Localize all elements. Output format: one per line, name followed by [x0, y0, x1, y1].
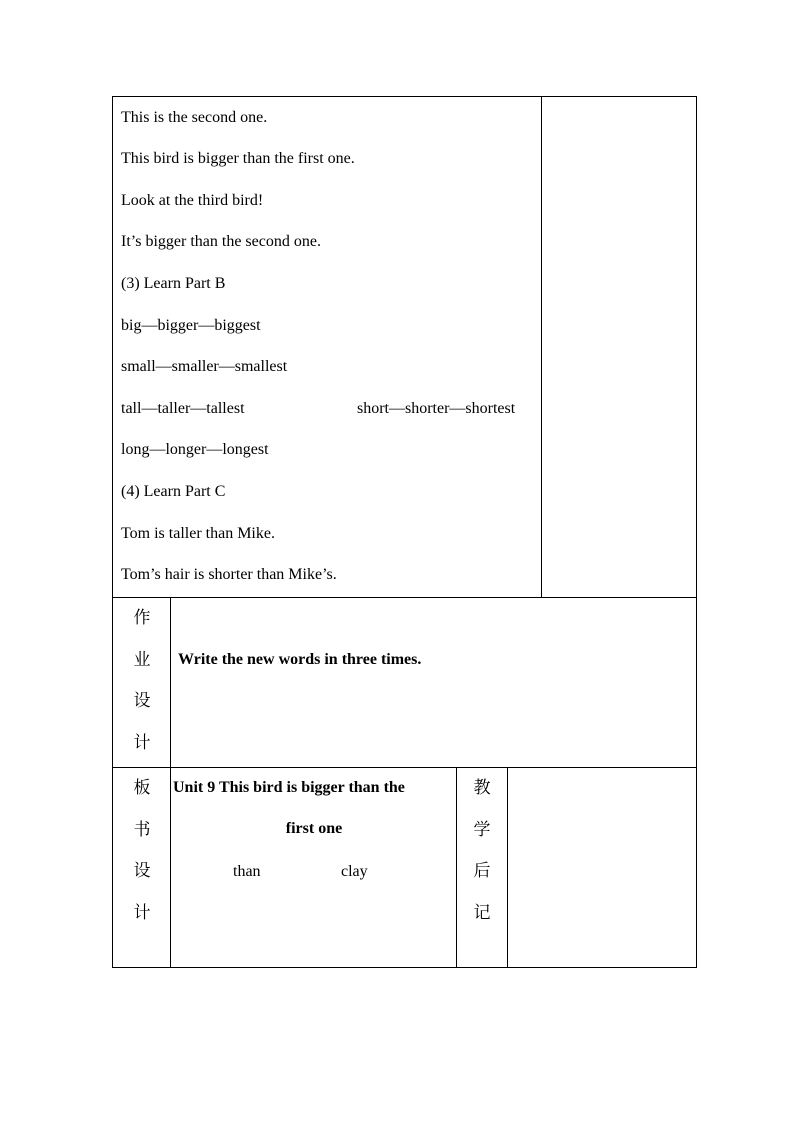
lesson-line: small—smaller—smallest [121, 358, 288, 375]
notes-label: 教 学 后 记 [473, 778, 491, 923]
lesson-line: long—longer—longest [121, 441, 269, 458]
board-title: Unit 9 This bird is bigger than the [173, 779, 405, 796]
lesson-line: This bird is bigger than the first one. [121, 150, 355, 167]
lesson-line: Tom is taller than Mike. [121, 525, 275, 542]
lesson-line: It’s bigger than the second one. [121, 233, 321, 250]
lesson-line: This is the second one. [121, 109, 268, 126]
homework-text: Write the new words in three times. [178, 651, 422, 668]
board-word: than [233, 863, 261, 880]
lesson-plan-table [112, 96, 697, 968]
divider-homework-top [113, 597, 696, 598]
lesson-line-right: short—shorter—shortest [357, 400, 516, 417]
lesson-line: Look at the third bird! [121, 192, 264, 209]
homework-label: 作 业 设 计 [133, 608, 151, 753]
board-word: clay [341, 863, 368, 880]
board-title-cont: first one [285, 820, 343, 837]
lesson-line: (4) Learn Part C [121, 483, 226, 500]
divider-board-top [113, 767, 696, 768]
lesson-line: Tom’s hair is shorter than Mike’s. [121, 566, 337, 583]
lesson-line: big—bigger—biggest [121, 317, 261, 334]
lesson-line: (3) Learn Part B [121, 275, 226, 292]
board-label: 板 书 设 计 [133, 778, 151, 923]
lesson-line: tall—taller—tallest [121, 400, 245, 417]
divider-top-right [541, 97, 542, 597]
